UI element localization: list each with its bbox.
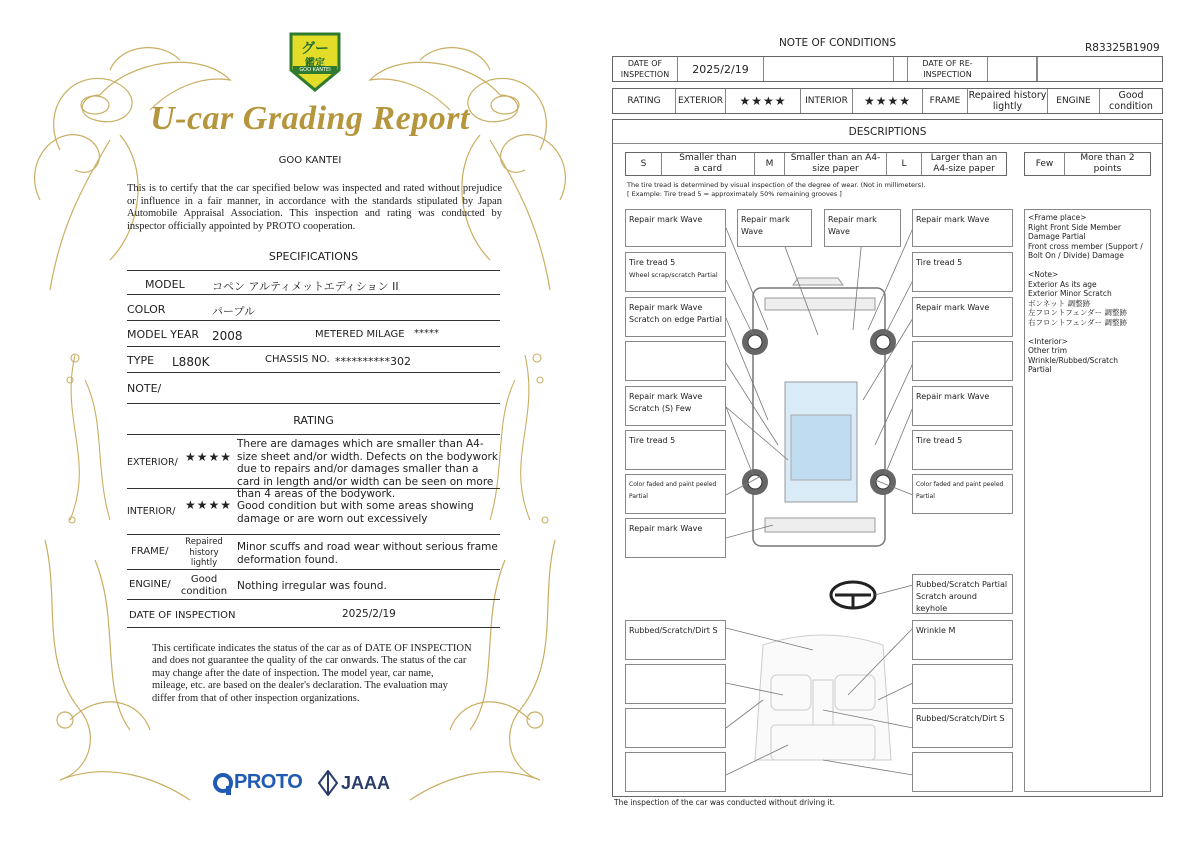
interior-label: INTERIOR/ — [127, 506, 176, 517]
note-text: Repair mark Wave — [916, 215, 990, 224]
blank-cell — [764, 57, 894, 81]
note-box-left-2 — [625, 252, 726, 292]
blank-cell — [1037, 57, 1162, 81]
side-note-line: Damage Partial — [1028, 232, 1086, 242]
note-box-top-2 — [737, 209, 812, 247]
spec-row-year — [127, 322, 500, 347]
spec-row-model — [127, 270, 500, 295]
rating-row-exterior — [127, 434, 500, 500]
legend-m-desc: Smaller than an A4-size paper — [785, 153, 887, 175]
note-box-interior-left-1 — [625, 620, 726, 660]
jaaa-logo — [318, 770, 398, 798]
note-box-right-1 — [912, 209, 1013, 247]
frame-value: Repaired history lightly — [185, 537, 223, 568]
tire-note-1: The tire tread is determined by visual inspection of the degree of wear. (Not in millimeters). — [627, 181, 926, 189]
note-text: Repair mark Wave — [629, 392, 703, 401]
legend-few-desc: More than 2 points — [1080, 153, 1135, 174]
side-note-line: ボンネット 調整跡 — [1028, 298, 1091, 308]
exterior-stars-right: ★★★★ — [726, 89, 801, 113]
color-value: パープル — [212, 305, 256, 318]
rating-heading: RATING — [293, 414, 334, 427]
note-box-left-4 — [625, 341, 726, 381]
frame-value-right: Repaired history lightly — [968, 90, 1047, 112]
frame-label-right: FRAME — [923, 89, 968, 113]
note-box-right-5 — [912, 386, 1013, 426]
note-text: Repair mark Wave — [916, 392, 990, 401]
rating-row-frame — [127, 536, 500, 570]
note-of-conditions-sheet — [600, 0, 1200, 848]
exterior-description: There are damages which are smaller than A4-size sheet and/or width. Defects on the bodywork due to repairs and/or damages smaller than a card in length and/or width can be seen on more than 4 areas of the bodywork. — [237, 438, 498, 500]
note-text: Repair mark Wave — [741, 215, 790, 236]
side-note-line: Bolt On / Divide) Damage — [1028, 251, 1124, 261]
side-note-line: 左フロントフェンダー 調整跡 — [1028, 308, 1127, 318]
side-note-line: Right Front Side Member — [1028, 222, 1121, 232]
note-heading: <Note> — [1028, 269, 1059, 279]
legend-few: Few — [1025, 153, 1065, 175]
date-of-inspection-label-right: DATE OF INSPECTION — [613, 57, 678, 81]
certificate-title: U-car Grading Report — [150, 100, 470, 137]
frame-description: Minor scuffs and road wear without serious frame deformation found. — [237, 541, 498, 566]
side-note-line: Partial — [1028, 365, 1052, 375]
spec-row-color — [127, 296, 500, 321]
cabin-area — [791, 415, 851, 480]
model-label: MODEL — [145, 278, 185, 291]
type-value: L880K — [172, 355, 210, 369]
note-box-left-6 — [625, 430, 726, 470]
badge-ribbon-text: GOO KANTEI — [299, 67, 331, 73]
note-box-interior-right-2 — [912, 664, 1013, 704]
date-row — [612, 56, 1163, 82]
note-text: Wrinkle M — [916, 626, 956, 635]
date-of-reinspection-label: DATE OF RE-INSPECTION — [908, 57, 988, 81]
legend-m: M — [755, 153, 785, 175]
mileage-value: ***** — [414, 328, 439, 339]
proto-logo — [212, 770, 312, 798]
badge-top-text: グー — [301, 41, 329, 57]
note-text: Rubbed/Scratch/Dirt S — [629, 626, 718, 635]
note-box-left-8 — [625, 518, 726, 558]
engine-label-right: ENGINE — [1048, 89, 1100, 113]
model-year-value: 2008 — [212, 329, 243, 343]
blank-cell — [988, 57, 1037, 81]
note-text: Repair mark Wave — [629, 215, 703, 224]
proto-logo-text: PROTO — [234, 771, 303, 793]
exterior-stars: ★★★★ — [185, 450, 233, 464]
badge-bottom-text: 鑑定 — [305, 58, 325, 69]
note-text: Repair mark Wave — [629, 303, 703, 312]
sheet-title: NOTE OF CONDITIONS — [778, 37, 897, 49]
date-of-inspection-label: DATE OF INSPECTION — [129, 610, 236, 621]
note-box-top-3 — [824, 209, 901, 247]
spec-row-note — [127, 374, 500, 404]
side-note-line: Exterior As its age — [1028, 279, 1097, 289]
interior-stars: ★★★★ — [185, 498, 233, 512]
interior-label-right: INTERIOR — [801, 89, 853, 113]
certificate-intro: This is to certify that the car specified below was inspected and rated without prejudice or influence in a fair manner, in accordance with the standards stipulated by Japan Automobile Appraisal Association. This inspection and rating was conducted by inspector officially appointed by PROTO cooperation. — [127, 183, 502, 232]
chassis-value: **********302 — [335, 355, 411, 368]
tire-note-2: [ Example: Tire tread 5 = approximately 50% remaining grooves ] — [627, 190, 842, 198]
chassis-label: CHASSIS NO. — [265, 354, 330, 365]
note-text: Rubbed/Scratch/Dirt S — [916, 714, 1005, 723]
side-note-line: Front cross member (Support / — [1028, 241, 1143, 251]
frame-label: FRAME/ — [131, 546, 169, 557]
interior-diagram — [755, 635, 891, 760]
note-text: Repair mark Wave — [629, 524, 703, 533]
certificate-subtitle: GOO KANTEI — [278, 155, 342, 166]
engine-value-right: Good condition — [1109, 90, 1153, 112]
spec-row-type — [127, 348, 500, 373]
legend-l: L — [887, 153, 922, 175]
interior-heading: <Interior> — [1028, 336, 1068, 346]
note-box-right-6 — [912, 430, 1013, 470]
legend-s-desc: Smaller than a card — [662, 153, 755, 175]
note-box-interior-left-3 — [625, 708, 726, 748]
type-label: TYPE — [127, 354, 155, 367]
rating-row-engine — [127, 571, 500, 600]
note-text: Tire tread 5 — [629, 258, 676, 267]
note-text: Rubbed/Scratch Partial — [916, 580, 1008, 589]
engine-label: ENGINE/ — [129, 579, 171, 590]
date-of-inspection-value-right: 2025/2/19 — [678, 57, 764, 81]
side-notes-panel — [1024, 209, 1151, 792]
jaaa-mark-icon — [318, 770, 338, 796]
exterior-label: EXTERIOR/ — [127, 457, 178, 468]
note-box-interior-right-4 — [912, 752, 1013, 792]
legend-s: S — [626, 153, 662, 175]
note-box-right-7 — [912, 474, 1013, 514]
side-note-line: Wrinkle/Rubbed/Scratch — [1028, 355, 1118, 365]
note-box-steering — [912, 574, 1013, 614]
rating-row-interior — [127, 490, 500, 535]
color-label: COLOR — [127, 303, 166, 316]
specifications-heading: SPECIFICATIONS — [268, 250, 359, 263]
proto-mark-icon — [212, 772, 234, 796]
note-text: Color faded and paint peeled Partial — [916, 481, 1004, 500]
note-text: Tire tread 5 — [629, 436, 676, 445]
interior-stars-right: ★★★★ — [853, 89, 923, 113]
note-label: NOTE/ — [127, 382, 162, 395]
note-box-right-2 — [912, 252, 1013, 292]
note-box-interior-left-4 — [625, 752, 726, 792]
sheet-footer: The inspection of the car was conducted without driving it. — [614, 798, 835, 807]
descriptions-panel — [612, 119, 1163, 797]
note-box-interior-left-2 — [625, 664, 726, 704]
note-box-left-3 — [625, 297, 726, 337]
note-box-interior-right-3 — [912, 708, 1013, 748]
interior-description: Good condition but with some areas showing damage or are worn out excessively — [237, 500, 474, 525]
rating-summary-row — [612, 88, 1163, 114]
note-text: Scratch on edge Partial — [629, 315, 723, 324]
descriptions-heading: DESCRIPTIONS — [613, 120, 1162, 144]
reference-number: R83325B1909 — [1085, 42, 1160, 54]
mileage-label: METERED MILAGE — [315, 329, 405, 340]
engine-description: Nothing irregular was found. — [237, 580, 387, 592]
note-text: Scratch (S) Few — [629, 404, 692, 413]
note-text: Scratch around keyhole — [916, 592, 977, 613]
rating-label-right: RATING — [613, 89, 676, 113]
note-text: Tire tread 5 — [916, 258, 963, 267]
side-note-line: Exterior Minor Scratch — [1028, 289, 1112, 299]
note-box-right-3 — [912, 297, 1013, 337]
note-box-left-5 — [625, 386, 726, 426]
jaaa-logo-text: JAAA — [341, 773, 391, 793]
side-note-line: Other trim — [1028, 346, 1068, 356]
note-text: Wheel scrap/scratch Partial — [629, 271, 718, 279]
front-bumper — [765, 298, 875, 310]
note-text: Color faded and paint peeled Partial — [629, 481, 717, 500]
note-box-interior-right-1 — [912, 620, 1013, 660]
goo-kantei-badge-icon — [287, 30, 343, 94]
note-box-left-7 — [625, 474, 726, 514]
note-text: Repair mark Wave — [828, 215, 877, 236]
exterior-label-right: EXTERIOR — [676, 89, 726, 113]
model-value: コペン アルティメットエディション II — [212, 280, 399, 293]
rating-row-date — [127, 601, 500, 628]
side-note-line: 右フロントフェンダー 調整跡 — [1028, 317, 1127, 327]
certificate-footer: This certificate indicates the status of the car as of DATE OF INSPECTION and does not guarantee the quality of the car onwards. The status of the car may change after the date of inspection. The model year, car name, mileage, etc. are based on the dealer's declaration. The evaluation may differ from that of other inspection organizations. — [152, 643, 472, 704]
frame-place-heading: <Frame place> — [1028, 213, 1087, 222]
note-box-left-1 — [625, 209, 726, 247]
model-year-label: MODEL YEAR — [127, 328, 200, 341]
note-text: Tire tread 5 — [916, 436, 963, 445]
steering-wheel-icon — [831, 582, 913, 608]
note-text: Repair mark Wave — [916, 303, 990, 312]
engine-value: Good condition — [180, 574, 228, 597]
date-of-inspection-value: 2025/2/19 — [342, 608, 396, 620]
note-box-right-4 — [912, 341, 1013, 381]
blank-cell — [894, 57, 908, 81]
legend-l-desc: Larger than an A4-size paper — [930, 153, 998, 174]
rear-bumper — [765, 518, 875, 532]
